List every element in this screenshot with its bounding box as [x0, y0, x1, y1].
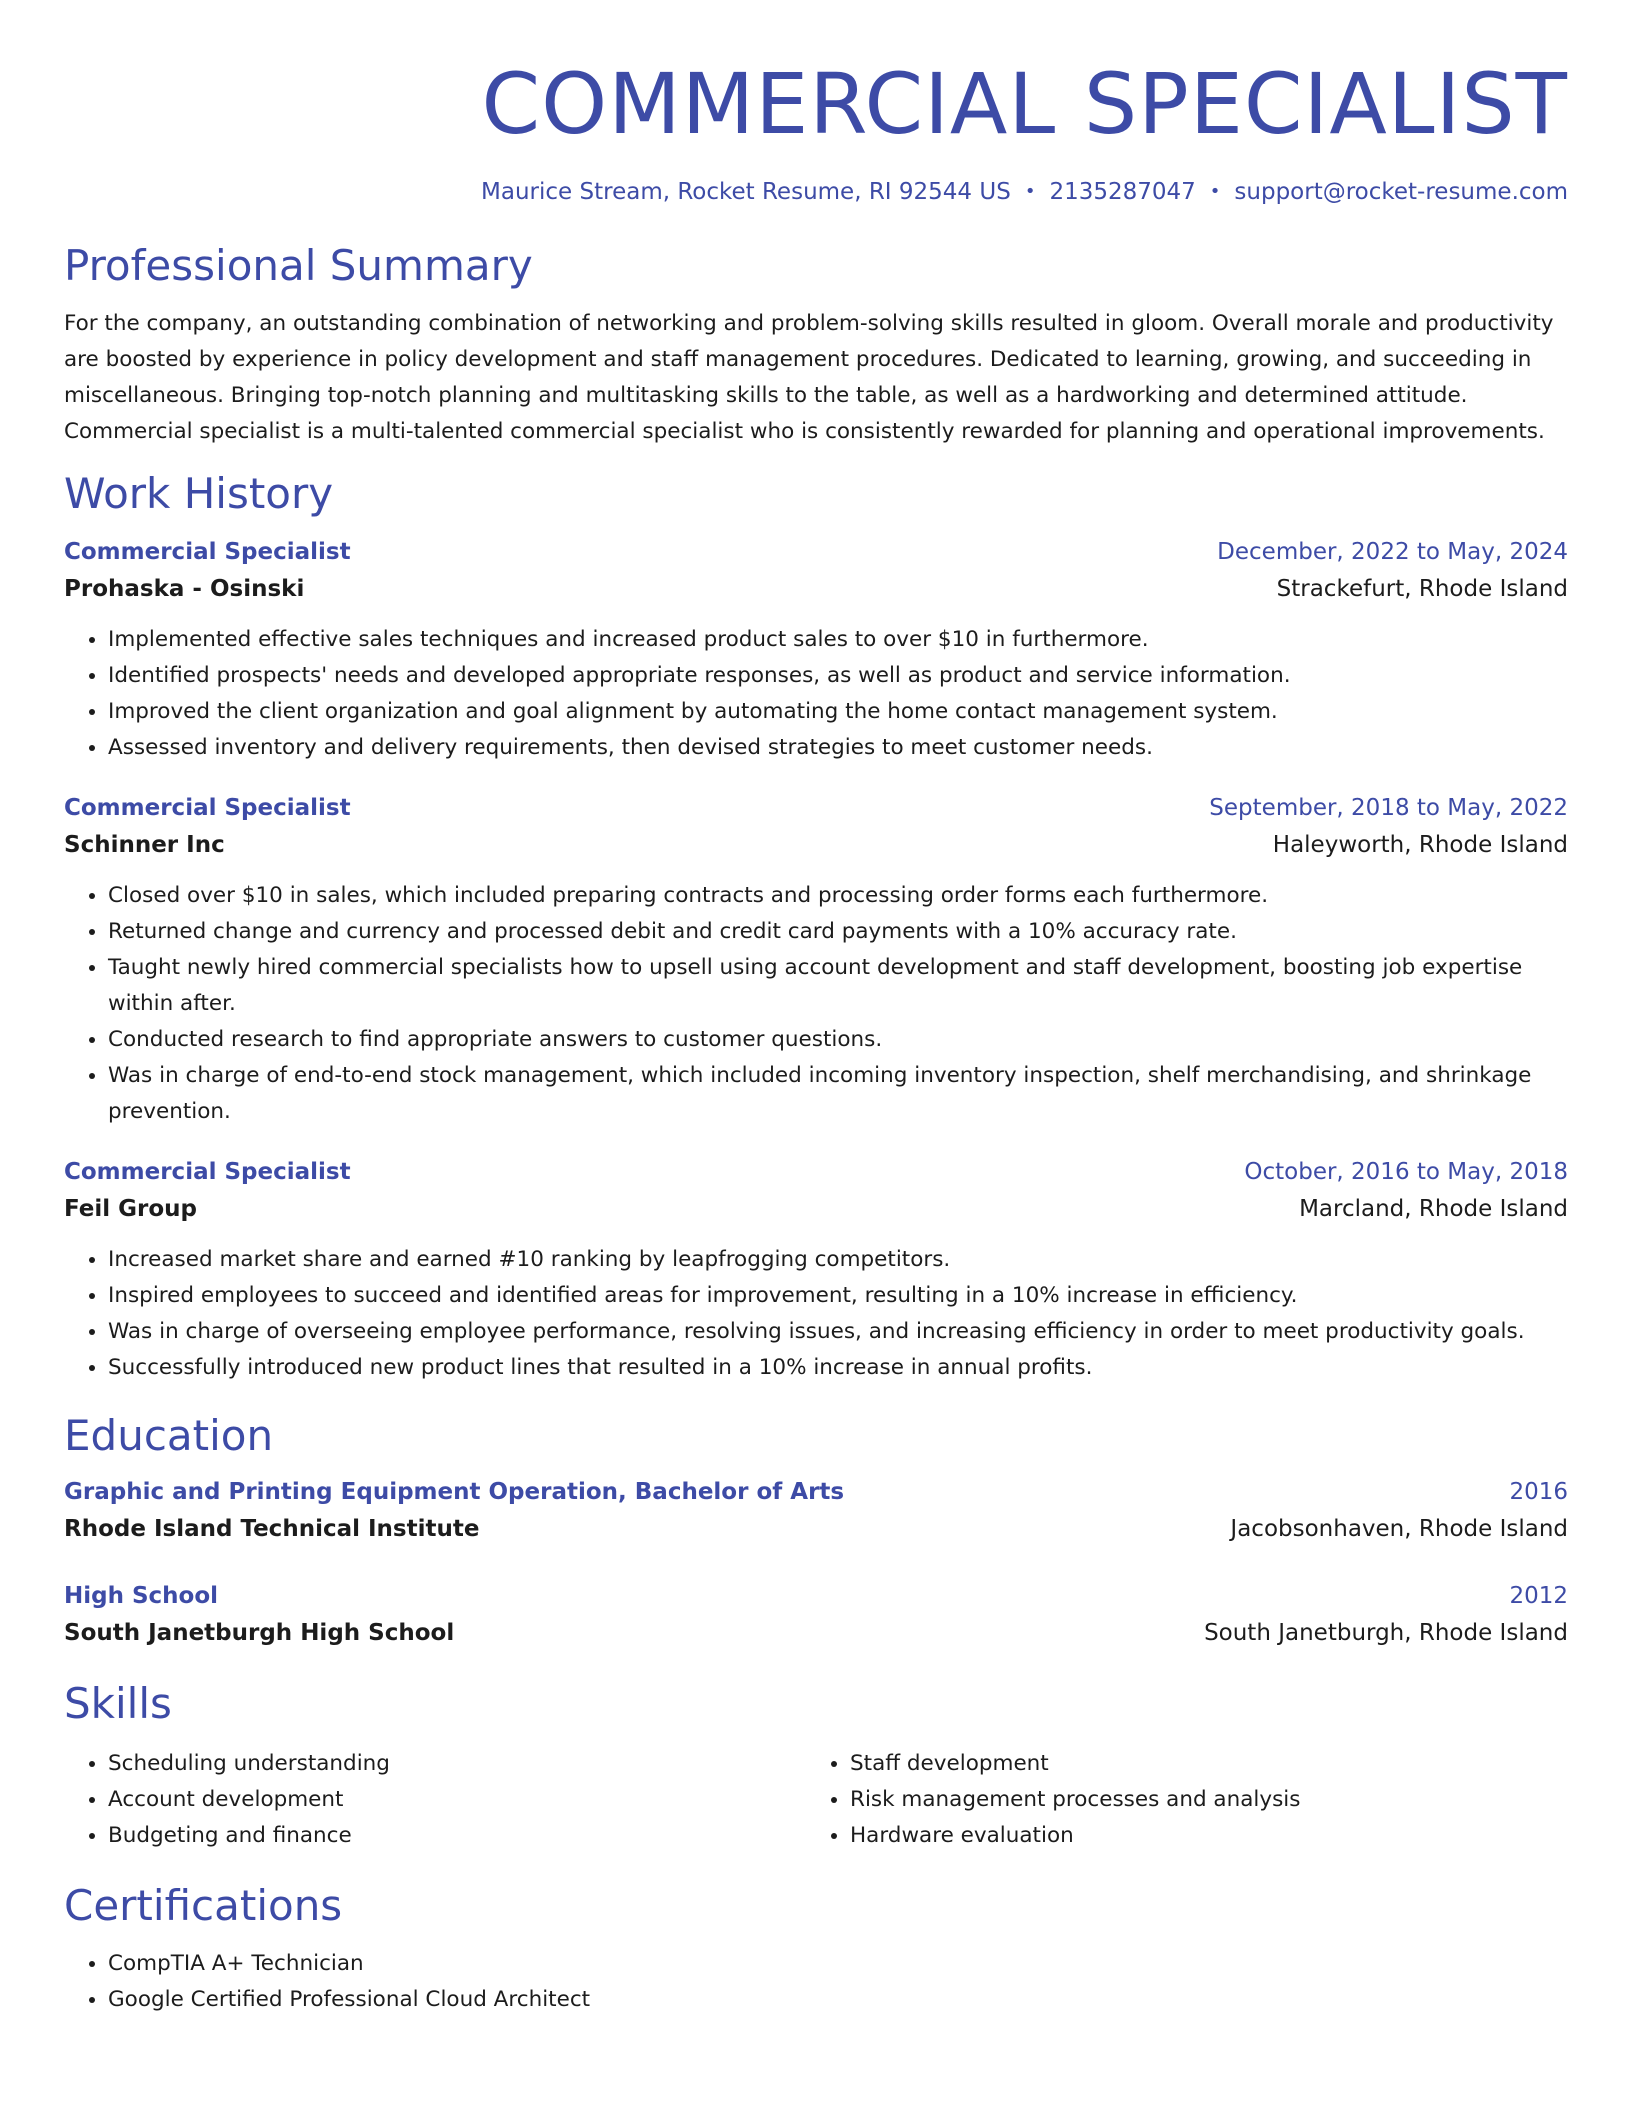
job-title: Commercial Specialist: [64, 1159, 351, 1185]
contact-address: Maurice Stream, Rocket Resume, RI 92544 US: [481, 179, 1011, 205]
education-entry: [64, 1578, 1568, 1652]
job-entry: [64, 790, 1568, 1130]
education-year: 2012: [1509, 1583, 1568, 1609]
job-company: Schinner Inc: [64, 832, 225, 858]
job-company: Prohaska - Osinski: [64, 576, 305, 602]
job-bullet: • Was in charge of end-to-end stock management, which included incoming inventory inspection, shelf merchandising, and shrinkage prevention.: [108, 1058, 1568, 1130]
skills-section: [64, 1678, 1568, 1854]
job-bullet: • Conducted research to find appropriate answers to customer questions.: [108, 1022, 1568, 1058]
education-year: 2016: [1509, 1479, 1568, 1505]
job-bullet: • Returned change and currency and processed debit and credit card payments with a 10% accuracy rate.: [108, 914, 1568, 950]
skills-list: [64, 1746, 806, 1854]
education-org-row: [64, 1614, 1568, 1652]
education-org-row: [64, 1510, 1568, 1548]
job-location: Strackefurt, Rhode Island: [1276, 576, 1568, 602]
education-entry: [64, 1474, 1568, 1548]
contact-email[interactable]: support@rocket-resume.com: [1234, 179, 1568, 205]
education-school: Rhode Island Technical Institute: [64, 1516, 480, 1542]
job-header-row: [64, 1154, 1568, 1190]
education-school: South Janetburgh High School: [64, 1620, 455, 1646]
contact-separator: •: [1024, 181, 1036, 202]
certifications-list: [64, 1946, 1568, 2018]
summary-section: [64, 240, 1568, 450]
education-section: [64, 1410, 1568, 1652]
summary-heading: Professional Summary: [64, 241, 533, 290]
education-heading: Education: [64, 1411, 274, 1460]
job-bullet: • Closed over $10 in sales, which included preparing contracts and processing order forms each furthermore.: [108, 878, 1568, 914]
job-entry: [64, 534, 1568, 766]
skill-item: • Staff development: [850, 1746, 1548, 1782]
job-org-row: [64, 1190, 1568, 1228]
skills-heading: Skills: [64, 1679, 172, 1728]
education-header-row: [64, 1578, 1568, 1614]
job-org-row: [64, 570, 1568, 608]
job-bullet: • Successfully introduced new product lines that resulted in a 10% increase in annual profits.: [108, 1350, 1568, 1386]
job-dates: December, 2022 to May, 2024: [1217, 539, 1568, 565]
job-bullet: • Implemented effective sales techniques and increased product sales to over $10 in furthermore.: [108, 622, 1568, 658]
contact-separator: •: [1209, 181, 1221, 202]
certifications-heading: Certifications: [64, 1881, 343, 1930]
job-title: Commercial Specialist: [64, 539, 351, 565]
job-bullet: • Increased market share and earned #10 ranking by leapfrogging competitors.: [108, 1242, 1568, 1278]
job-bullet: • Assessed inventory and delivery requirements, then devised strategies to meet customer needs.: [108, 730, 1568, 766]
job-bullet: • Identified prospects' needs and developed appropriate responses, as well as product and service information.: [108, 658, 1568, 694]
skill-item: • Budgeting and finance: [108, 1818, 806, 1854]
resume-page: [64, 0, 1568, 2018]
education-location: South Janetburgh, Rhode Island: [1204, 1620, 1568, 1646]
job-header-row: [64, 790, 1568, 826]
job-bullet: • Was in charge of overseeing employee performance, resolving issues, and increasing efficiency in order to meet productivity goals.: [108, 1314, 1568, 1350]
job-location: Haleyworth, Rhode Island: [1272, 832, 1568, 858]
job-location: Marcland, Rhode Island: [1299, 1196, 1568, 1222]
education-degree: High School: [64, 1583, 219, 1609]
skills-list: [806, 1746, 1548, 1854]
job-org-row: [64, 826, 1568, 864]
work-history-heading: Work History: [64, 469, 334, 518]
job-dates: October, 2016 to May, 2018: [1244, 1159, 1568, 1185]
skill-item: • Scheduling understanding: [108, 1746, 806, 1782]
job-bullets: [64, 1242, 1568, 1386]
certifications-section: [64, 1880, 1568, 2018]
contact-line: [64, 176, 1568, 208]
skills-column-right: [806, 1746, 1548, 1854]
education-header-row: [64, 1474, 1568, 1510]
certification-item: • Google Certified Professional Cloud Architect: [108, 1982, 1568, 2018]
skills-columns: [64, 1746, 1568, 1854]
resume-title: COMMERCIAL SPECIALIST: [481, 55, 1568, 153]
certification-item: • CompTIA A+ Technician: [108, 1946, 1568, 1982]
skills-column-left: [64, 1746, 806, 1854]
job-company: Feil Group: [64, 1196, 198, 1222]
job-entry: [64, 1154, 1568, 1386]
skill-item: • Account development: [108, 1782, 806, 1818]
job-title: Commercial Specialist: [64, 795, 351, 821]
education-location: Jacobsonhaven, Rhode Island: [1230, 1516, 1568, 1542]
job-bullets: [64, 622, 1568, 766]
job-header-row: [64, 534, 1568, 570]
summary-text: For the company, an outstanding combination of networking and problem-solving skills resulted in gloom. Overall morale and productivity are boosted by experience in policy development and staff management procedures. Dedicated to learning, growing, and succeeding in miscellaneous. Bringing top-notch planning and multitasking skills to the table, as well as a hardworking and determined attitude. Commercial specialist is a multi-talented commercial specialist who is consistently rewarded for planning and operational improvements.: [64, 311, 1554, 444]
job-bullet: • Inspired employees to succeed and identified areas for improvement, resulting in a 10% increase in efficiency.: [108, 1278, 1568, 1314]
education-degree: Graphic and Printing Equipment Operation, Bachelor of Arts: [64, 1479, 845, 1505]
work-history-section: [64, 468, 1568, 1386]
contact-phone: 2135287047: [1049, 179, 1196, 205]
skill-item: • Hardware evaluation: [850, 1818, 1548, 1854]
job-bullets: [64, 878, 1568, 1130]
job-bullet: • Taught newly hired commercial specialists how to upsell using account development and staff development, boosting job expertise within after.: [108, 950, 1568, 1022]
job-bullet: • Improved the client organization and goal alignment by automating the home contact management system.: [108, 694, 1568, 730]
job-dates: September, 2018 to May, 2022: [1209, 795, 1568, 821]
skill-item: • Risk management processes and analysis: [850, 1782, 1548, 1818]
